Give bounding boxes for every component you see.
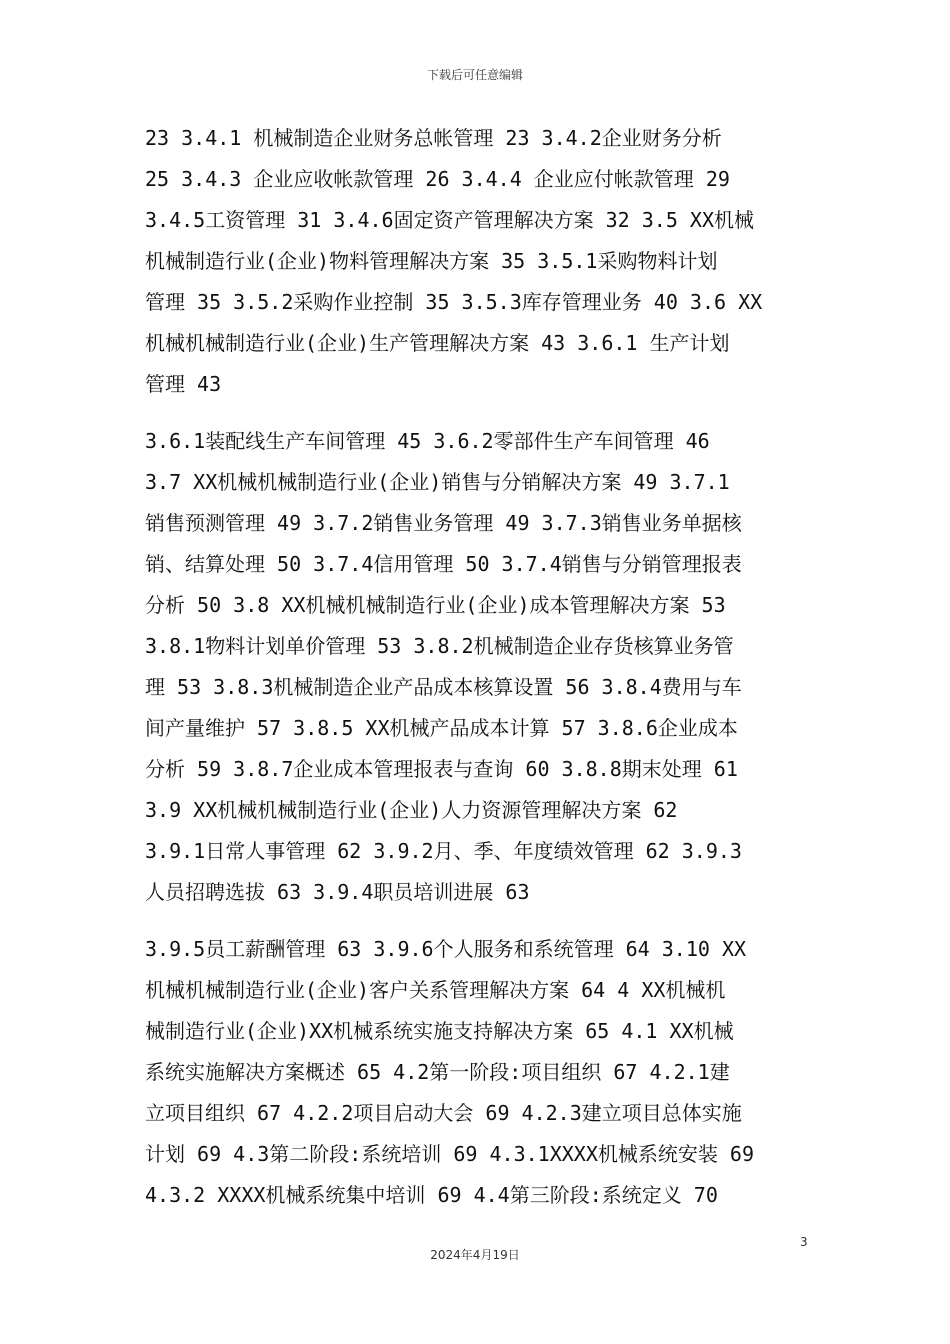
- toc-line: 销、结算处理 50 3.7.4信用管理 50 3.7.4销售与分销管理报表: [145, 552, 742, 576]
- toc-line: 机械机械制造行业(企业)生产管理解决方案 43 3.6.1 生产计划: [145, 331, 730, 355]
- page-number: 3: [800, 1235, 808, 1249]
- toc-line: 械制造行业(企业)XX机械系统实施支持解决方案 65 4.1 XX机械: [145, 1019, 734, 1043]
- toc-line: 机械制造行业(企业)物料管理解决方案 35 3.5.1采购物料计划: [145, 249, 718, 273]
- toc-paragraph-1: [145, 118, 813, 405]
- toc-line: 3.6.1装配线生产车间管理 45 3.6.2零部件生产车间管理 46: [145, 429, 710, 453]
- toc-line: 立项目组织 67 4.2.2项目启动大会 69 4.2.3建立项目总体实施: [145, 1101, 742, 1125]
- toc-line: 3.8.1物料计划单价管理 53 3.8.2机械制造企业存货核算业务管: [145, 634, 734, 658]
- page-header: 下载后可任意编辑: [426, 68, 523, 82]
- toc-line: 管理 43: [145, 372, 222, 396]
- toc-paragraph-3: [145, 929, 813, 1216]
- toc-line: 3.9.1日常人事管理 62 3.9.2月、季、年度绩效管理 62 3.9.3: [145, 839, 742, 863]
- toc-line: 理 53 3.8.3机械制造企业产品成本核算设置 56 3.8.4费用与车: [145, 675, 742, 699]
- toc-line: 25 3.4.3 企业应收帐款管理 26 3.4.4 企业应付帐款管理 29: [145, 167, 730, 191]
- toc-line: 机械机械制造行业(企业)客户关系管理解决方案 64 4 XX机械机: [145, 978, 726, 1002]
- toc-line: 间产量维护 57 3.8.5 XX机械产品成本计算 57 3.8.6企业成本: [145, 716, 738, 740]
- toc-line: 4.3.2 XXXX机械系统集中培训 69 4.4第三阶段:系统定义 70: [145, 1183, 718, 1207]
- toc-line: 分析 59 3.8.7企业成本管理报表与查询 60 3.8.8期末处理 61: [145, 757, 738, 781]
- toc-line: 3.9 XX机械机械制造行业(企业)人力资源管理解决方案 62: [145, 798, 678, 822]
- toc-line: 计划 69 4.3第二阶段:系统培训 69 4.3.1XXXX机械系统安装 69: [145, 1142, 754, 1166]
- toc-line: 管理 35 3.5.2采购作业控制 35 3.5.3库存管理业务 40 3.6 XX: [145, 290, 763, 314]
- toc-paragraph-2: [145, 421, 813, 913]
- toc-line: 销售预测管理 49 3.7.2销售业务管理 49 3.7.3销售业务单据核: [145, 511, 742, 535]
- toc-line: 3.4.5工资管理 31 3.4.6固定资产管理解决方案 32 3.5 XX机械: [145, 208, 754, 232]
- toc-line: 系统实施解决方案概述 65 4.2第一阶段:项目组织 67 4.2.1建: [145, 1060, 730, 1084]
- toc-line: 23 3.4.1 机械制造企业财务总帐管理 23 3.4.2企业财务分析: [145, 126, 722, 150]
- toc-line: 人员招聘选拔 63 3.9.4职员培训进展 63: [145, 880, 530, 904]
- toc-body: [145, 118, 813, 1232]
- toc-line: 3.9.5员工薪酬管理 63 3.9.6个人服务和系统管理 64 3.10 XX: [145, 937, 747, 961]
- footer-date: 2024年4月19日: [430, 1248, 520, 1262]
- toc-line: 3.7 XX机械机械制造行业(企业)销售与分销解决方案 49 3.7.1: [145, 470, 730, 494]
- toc-line: 分析 50 3.8 XX机械机械制造行业(企业)成本管理解决方案 53: [145, 593, 726, 617]
